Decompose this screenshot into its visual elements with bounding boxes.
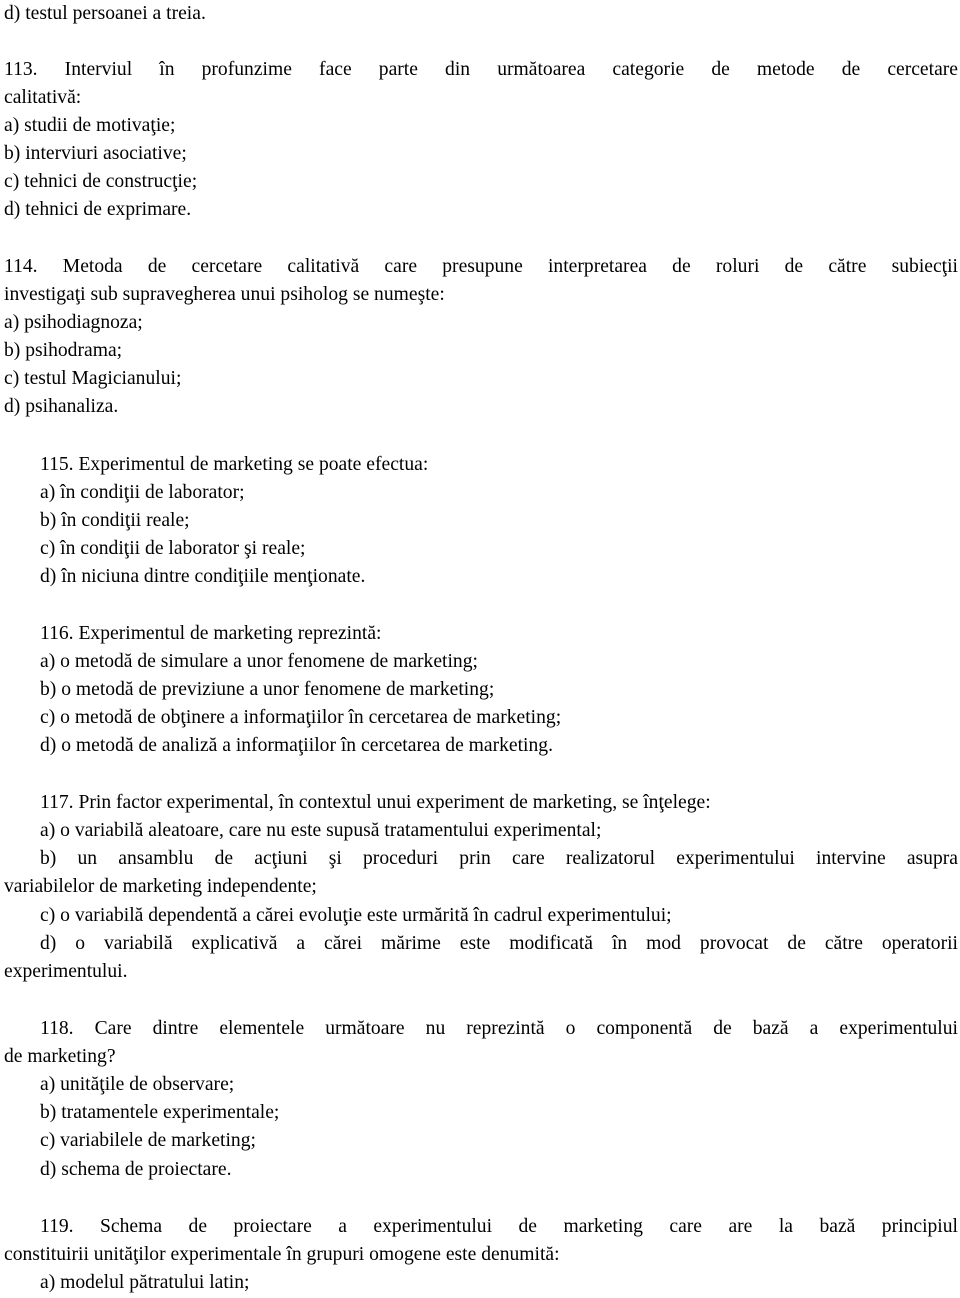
answer-line: c) o metodă de obţinere a informaţiilor în cercetarea de marketing;	[40, 707, 562, 728]
answer-line: d) schema de proiectare.	[40, 1159, 232, 1180]
answer-line: a) o variabilă aleatoare, care nu este supusă tratamentului experimental;	[40, 820, 602, 841]
answer-line: a) modelul pătratului latin;	[40, 1272, 250, 1293]
answer-line: b) interviuri asociative;	[4, 143, 187, 164]
answer-line: d) o variabilă explicativă a cărei mărime este modificată în mod provocat de către operatorii	[40, 933, 958, 954]
answer-line-cont: experimentului.	[4, 961, 128, 982]
question-113: 113. Interviul în profunzime face parte din următoarea categorie de metode de cercetare	[4, 59, 958, 80]
question-116: 116. Experimentul de marketing reprezintă:	[40, 623, 382, 644]
answer-line: b) o metodă de previziune a unor fenomene de marketing;	[40, 679, 495, 700]
answer-line: a) în condiţii de laborator;	[40, 482, 245, 503]
answer-line: c) în condiţii de laborator şi reale;	[40, 538, 306, 559]
answer-line: b) în condiţii reale;	[40, 510, 190, 531]
question-118: 118. Care dintre elementele următoare nu reprezintă o componentă de bază a experimentului	[40, 1018, 958, 1039]
answer-line: d) o metodă de analiză a informaţiilor în cercetarea de marketing.	[40, 735, 553, 756]
question-113-cont: calitativă:	[4, 87, 82, 108]
question-114-cont: investigaţi sub supravegherea unui psiholog se numeşte:	[4, 284, 445, 305]
answer-line: b) tratamentele experimentale;	[40, 1102, 280, 1123]
answer-line: a) psihodiagnoza;	[4, 312, 143, 333]
question-119-cont: constituirii unităţilor experimentale în grupuri omogene este denumită:	[4, 1244, 560, 1265]
answer-line: c) o variabilă dependentă a cărei evoluţie este urmărită în cadrul experimentului;	[40, 905, 672, 926]
answer-line: d) tehnici de exprimare.	[4, 199, 192, 220]
question-119: 119. Schema de proiectare a experimentului de marketing care are la bază principiul	[40, 1216, 958, 1237]
answer-line: b) psihodrama;	[4, 340, 123, 361]
question-117: 117. Prin factor experimental, în contextul unui experiment de marketing, se înţelege:	[40, 792, 711, 813]
answer-line: a) studii de motivaţie;	[4, 115, 176, 136]
answer-line: a) o metodă de simulare a unor fenomene de marketing;	[40, 651, 478, 672]
answer-line: d) testul persoanei a treia.	[4, 3, 206, 24]
answer-line: d) în niciuna dintre condiţiile menţionate.	[40, 566, 366, 587]
answer-line-cont: variabilelor de marketing independente;	[4, 876, 317, 897]
answer-line: b) un ansamblu de acţiuni şi proceduri prin care realizatorul experimentului intervine asupra	[40, 848, 958, 869]
answer-line: d) psihanaliza.	[4, 396, 119, 417]
question-114: 114. Metoda de cercetare calitativă care presupune interpretarea de roluri de către subiecţii	[4, 256, 958, 277]
answer-line: c) tehnici de construcţie;	[4, 171, 198, 192]
question-118-cont: de marketing?	[4, 1046, 116, 1067]
answer-line: c) testul Magicianului;	[4, 368, 182, 389]
answer-line: a) unităţile de observare;	[40, 1074, 235, 1095]
question-115: 115. Experimentul de marketing se poate efectua:	[40, 454, 429, 475]
answer-line: c) variabilele de marketing;	[40, 1130, 256, 1151]
